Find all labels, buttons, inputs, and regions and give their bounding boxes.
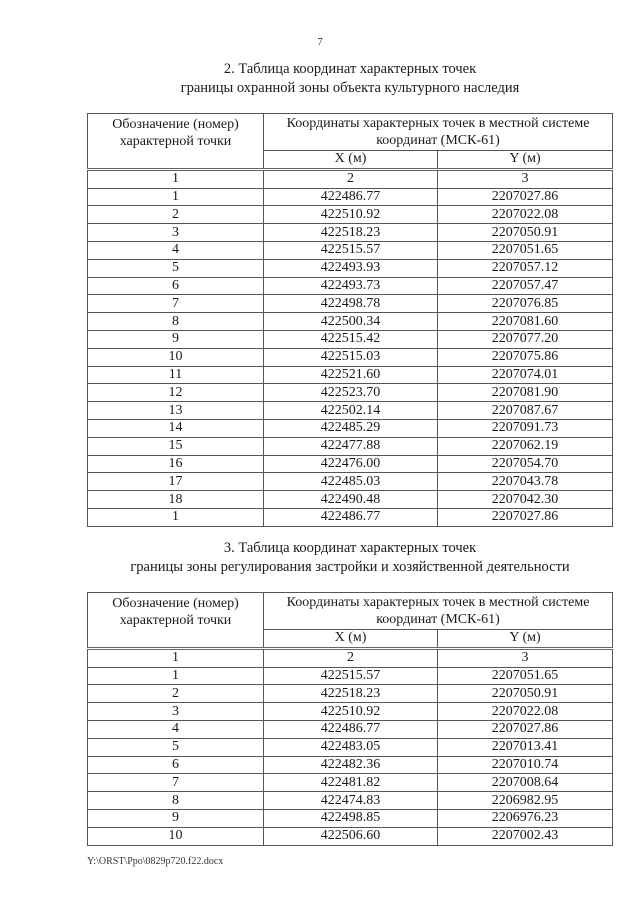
x-coordinate-cell: 422477.88 xyxy=(264,437,438,455)
y-coordinate-cell: 2207042.30 xyxy=(438,491,613,509)
y-coordinate-cell: 2207091.73 xyxy=(438,419,613,437)
table-row xyxy=(88,188,613,206)
point-number-cell: 9 xyxy=(88,809,264,827)
column-number: 2 xyxy=(264,169,438,188)
point-number-cell: 2 xyxy=(88,206,264,224)
x-coordinate-cell: 422518.23 xyxy=(264,224,438,242)
table-row xyxy=(88,756,613,774)
table-row xyxy=(88,206,613,224)
point-number-cell: 1 xyxy=(88,667,264,685)
header-row xyxy=(88,593,613,630)
table-row xyxy=(88,437,613,455)
y-coordinate-cell: 2207002.43 xyxy=(438,827,613,845)
point-number-cell: 5 xyxy=(88,738,264,756)
x-coordinate-cell: 422481.82 xyxy=(264,774,438,792)
point-number-cell: 17 xyxy=(88,473,264,491)
x-coordinate-cell: 422486.77 xyxy=(264,508,438,526)
y-coordinate-cell: 2206982.95 xyxy=(438,792,613,810)
coordinates-table-protection-zone xyxy=(87,113,613,527)
y-coordinate-cell: 2207027.86 xyxy=(438,188,613,206)
point-number-cell: 11 xyxy=(88,366,264,384)
table-row xyxy=(88,827,613,845)
point-number-cell: 9 xyxy=(88,330,264,348)
table-row xyxy=(88,241,613,259)
point-number-cell: 8 xyxy=(88,792,264,810)
point-number-cell: 6 xyxy=(88,756,264,774)
coords-header: Координаты характерных точек в местной системе координат (МСК-61) xyxy=(264,593,613,630)
y-coordinate-cell: 2207050.91 xyxy=(438,685,613,703)
x-coordinate-cell: 422486.77 xyxy=(264,188,438,206)
y-coordinate-cell: 2207051.65 xyxy=(438,667,613,685)
coordinates-table-regulation-zone xyxy=(87,592,613,846)
point-number-cell: 6 xyxy=(88,277,264,295)
y-coordinate-cell: 2207027.86 xyxy=(438,720,613,738)
x-coordinate-cell: 422502.14 xyxy=(264,402,438,420)
table-row xyxy=(88,774,613,792)
x-coordinate-cell: 422485.03 xyxy=(264,473,438,491)
y-coordinate-cell: 2207057.47 xyxy=(438,277,613,295)
table-row xyxy=(88,809,613,827)
x-coordinate-cell: 422515.03 xyxy=(264,348,438,366)
point-number-cell: 10 xyxy=(88,827,264,845)
column-number-row xyxy=(88,169,613,188)
point-number-cell: 8 xyxy=(88,313,264,331)
x-coordinate-cell: 422482.36 xyxy=(264,756,438,774)
x-coordinate-cell: 422515.42 xyxy=(264,330,438,348)
y-coordinate-cell: 2207043.78 xyxy=(438,473,613,491)
table-row xyxy=(88,295,613,313)
y-coordinate-cell: 2207008.64 xyxy=(438,774,613,792)
table-row xyxy=(88,720,613,738)
x-coordinate-cell: 422518.23 xyxy=(264,685,438,703)
y-coordinate-cell: 2206976.23 xyxy=(438,809,613,827)
table-title-line1: 3. Таблица координат характерных точек xyxy=(223,540,477,556)
point-number-cell: 4 xyxy=(88,720,264,738)
y-coordinate-cell: 2207054.70 xyxy=(438,455,613,473)
point-number-cell: 3 xyxy=(88,703,264,721)
point-number-cell: 4 xyxy=(88,241,264,259)
point-number-cell: 10 xyxy=(88,348,264,366)
x-coordinate-cell: 422510.92 xyxy=(264,703,438,721)
x-coordinate-cell: 422521.60 xyxy=(264,366,438,384)
column-number: 3 xyxy=(438,648,613,667)
column-number: 2 xyxy=(264,648,438,667)
page-number: 7 xyxy=(317,36,323,48)
coords-header: Координаты характерных точек в местной системе координат (МСК-61) xyxy=(264,114,613,151)
point-number-cell: 15 xyxy=(88,437,264,455)
table-row xyxy=(88,402,613,420)
x-coordinate-cell: 422515.57 xyxy=(264,667,438,685)
y-coordinate-cell: 2207077.20 xyxy=(438,330,613,348)
point-number-cell: 1 xyxy=(88,508,264,526)
y-coordinate-cell: 2207013.41 xyxy=(438,738,613,756)
x-coordinate-cell: 422523.70 xyxy=(264,384,438,402)
y-coordinate-cell: 2207051.65 xyxy=(438,241,613,259)
x-coordinate-cell: 422510.92 xyxy=(264,206,438,224)
point-number-cell: 3 xyxy=(88,224,264,242)
table-row xyxy=(88,330,613,348)
table-row xyxy=(88,685,613,703)
x-coordinate-cell: 422490.48 xyxy=(264,491,438,509)
header-row xyxy=(88,114,613,151)
table-title-line2: границы зоны регулирования застройки и хозяйственной деятельности xyxy=(130,559,570,575)
table-row xyxy=(88,738,613,756)
x-coordinate-cell: 422506.60 xyxy=(264,827,438,845)
table-title-line1: 2. Таблица координат характерных точек xyxy=(223,61,477,77)
x-coordinate-cell: 422493.93 xyxy=(264,259,438,277)
table-row xyxy=(88,419,613,437)
column-number: 1 xyxy=(88,648,264,667)
x-coordinate-cell: 422485.29 xyxy=(264,419,438,437)
point-number-cell: 12 xyxy=(88,384,264,402)
table-body xyxy=(88,114,613,527)
table-row xyxy=(88,259,613,277)
y-coordinate-cell: 2207062.19 xyxy=(438,437,613,455)
y-coordinate-cell: 2207076.85 xyxy=(438,295,613,313)
table-row xyxy=(88,348,613,366)
x-coordinate-cell: 422486.77 xyxy=(264,720,438,738)
y-coordinate-cell: 2207022.08 xyxy=(438,703,613,721)
point-number-cell: 7 xyxy=(88,295,264,313)
table-row xyxy=(88,384,613,402)
column-number: 3 xyxy=(438,169,613,188)
point-number-cell: 14 xyxy=(88,419,264,437)
table-title-line2: границы охранной зоны объекта культурного наследия xyxy=(180,80,520,96)
table-row xyxy=(88,491,613,509)
x-coordinate-cell: 422483.05 xyxy=(264,738,438,756)
x-coordinate-cell: 422498.78 xyxy=(264,295,438,313)
x-coordinate-cell: 422500.34 xyxy=(264,313,438,331)
table-row xyxy=(88,667,613,685)
column-number-row xyxy=(88,648,613,667)
table-row xyxy=(88,455,613,473)
y-header: Y (м) xyxy=(438,630,613,649)
x-header: X (м) xyxy=(264,630,438,649)
x-header: X (м) xyxy=(264,151,438,170)
point-header: Обозначение (номер) характерной точки xyxy=(88,114,264,170)
x-coordinate-cell: 422474.83 xyxy=(264,792,438,810)
table-body xyxy=(88,593,613,846)
table-row xyxy=(88,473,613,491)
table-3-title xyxy=(60,539,640,577)
y-coordinate-cell: 2207075.86 xyxy=(438,348,613,366)
y-coordinate-cell: 2207081.90 xyxy=(438,384,613,402)
point-header: Обозначение (номер) характерной точки xyxy=(88,593,264,649)
point-number-cell: 5 xyxy=(88,259,264,277)
table-row xyxy=(88,508,613,526)
table-row xyxy=(88,277,613,295)
y-coordinate-cell: 2207057.12 xyxy=(438,259,613,277)
y-coordinate-cell: 2207081.60 xyxy=(438,313,613,331)
column-number: 1 xyxy=(88,169,264,188)
point-number-cell: 16 xyxy=(88,455,264,473)
y-coordinate-cell: 2207027.86 xyxy=(438,508,613,526)
table-row xyxy=(88,703,613,721)
table-row xyxy=(88,792,613,810)
y-header: Y (м) xyxy=(438,151,613,170)
point-number-cell: 18 xyxy=(88,491,264,509)
file-path-footer: Y:\ORST\Ppo\0829p720.f22.docx xyxy=(87,856,224,867)
point-number-cell: 13 xyxy=(88,402,264,420)
y-coordinate-cell: 2207050.91 xyxy=(438,224,613,242)
point-number-cell: 7 xyxy=(88,774,264,792)
x-coordinate-cell: 422498.85 xyxy=(264,809,438,827)
table-row xyxy=(88,313,613,331)
point-number-cell: 2 xyxy=(88,685,264,703)
table-2-title xyxy=(60,60,640,98)
point-number-cell: 1 xyxy=(88,188,264,206)
y-coordinate-cell: 2207087.67 xyxy=(438,402,613,420)
table-row xyxy=(88,224,613,242)
y-coordinate-cell: 2207074.01 xyxy=(438,366,613,384)
x-coordinate-cell: 422476.00 xyxy=(264,455,438,473)
y-coordinate-cell: 2207010.74 xyxy=(438,756,613,774)
x-coordinate-cell: 422515.57 xyxy=(264,241,438,259)
y-coordinate-cell: 2207022.08 xyxy=(438,206,613,224)
table-row xyxy=(88,366,613,384)
x-coordinate-cell: 422493.73 xyxy=(264,277,438,295)
